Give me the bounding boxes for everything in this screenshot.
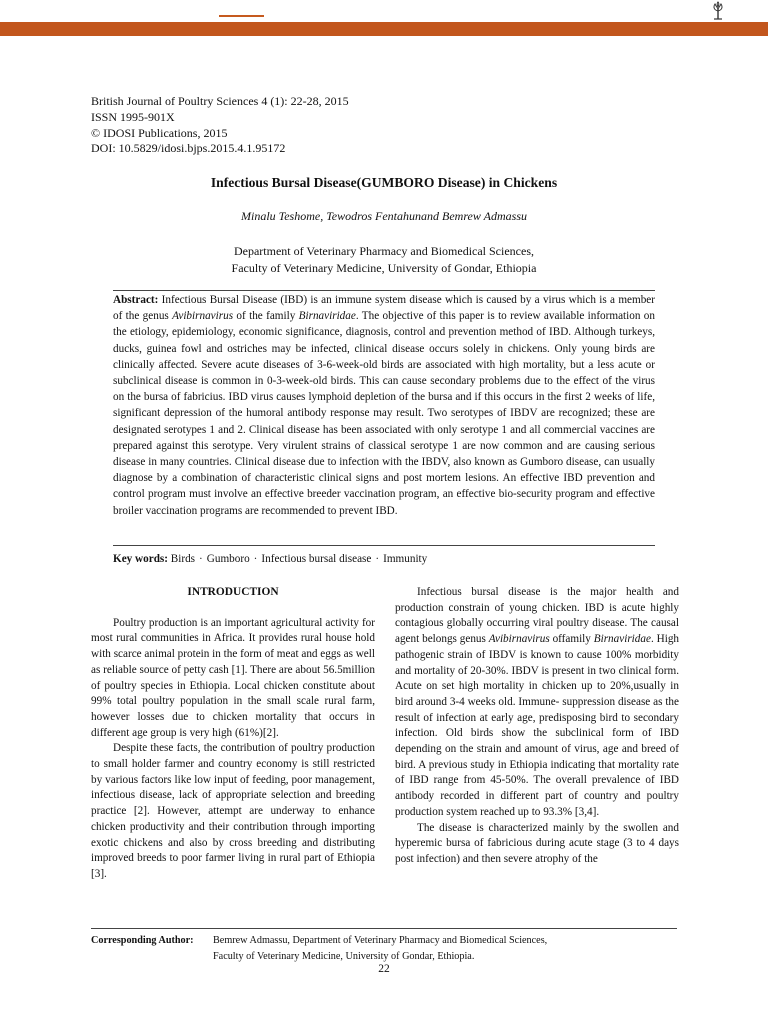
- corresponding-author: [91, 933, 547, 964]
- abstract-text-2: of the family: [233, 310, 299, 323]
- corresponding-label: Corresponding Author:: [91, 935, 194, 946]
- right-text-1: Infectious bursal disease is the major health and production constrain of young chicken. IBD is acute highly contagious globally occurring viral poultry disease. The causal agent belongs genus: [395, 586, 679, 646]
- keyword: Birds: [170, 553, 196, 565]
- publication-meta: [91, 94, 349, 157]
- keyword-separator: ·: [253, 553, 258, 565]
- abstract-family: Birnaviridae: [298, 310, 356, 323]
- right-paragraph-1: [395, 585, 679, 821]
- corresponding-line-2: Faculty of Veterinary Medicine, University of Gondar, Ethiopia.: [213, 950, 475, 962]
- abstract-bottom-rule: [113, 545, 655, 546]
- right-genus: Avibirnavirus: [488, 633, 550, 646]
- section-heading-introduction: INTRODUCTION: [187, 586, 279, 598]
- keywords-label: Key words:: [113, 553, 168, 565]
- right-family: Birnaviridae: [593, 633, 651, 646]
- keyword-separator: ·: [199, 553, 203, 565]
- top-link-underline[interactable]: [219, 15, 264, 17]
- abstract-label: Abstract:: [113, 294, 159, 306]
- keyword-separator: ·: [375, 553, 380, 565]
- journal-citation: British Journal of Poultry Sciences 4 (1): 22-28, 2015: [91, 94, 349, 108]
- abstract-top-rule: [113, 290, 655, 291]
- affiliation-line-2: Faculty of Veterinary Medicine, University of Gondar, Ethiopia: [231, 261, 537, 275]
- keyword: Immunity: [383, 553, 428, 565]
- abstract-text-1: Infectious Bursal Disease (IBD) is an immune system disease which is caused by a virus which is a member of the genus: [113, 294, 655, 323]
- affiliation: [0, 243, 768, 277]
- authors: Minalu Teshome, Tewodros Fentahunand Bemrew Admassu: [240, 209, 527, 223]
- intro-paragraph-2: Despite these facts, the contribution of poultry production to small holder farmer and country economy is still restricted by various factors like low input of feeding, poor management, infectious disease, lack of appropriate selection and breeding practice [2]. However, attempt are underway to enhance chicken productivity and their contribution through importing exotic chickens and also by cross breeding and distributing improved breeds to poor farmer living in rural part of Ethiopia [3].: [91, 742, 375, 880]
- affiliation-line-1: Department of Veterinary Pharmacy and Biomedical Sciences,: [233, 244, 534, 258]
- top-bar: [0, 0, 768, 22]
- right-text-3: . High pathogenic strain of IBDV is known to cause 100% morbidity and mortality of 20-30%. IBDV is present in two clinical form. Acute on set high mortality in chicken up to 20%,usually in bird around 3-4 weeks old. Immune- suppression disease as the result of infection at early age, predisposing bird to secondary infection. Old birds show the subclinical form of IBD depending on the strain and amount of virus, age and breed of bird. A previous study in Ethiopia indicating that mortality rate of IBD range from 45-50%. The overall prevalence of IBD antibody recorded in different part of country and poultry production system reached up to 93.3% [3,4].: [395, 633, 679, 818]
- copyright: © IDOSI Publications, 2015: [91, 125, 228, 140]
- right-text-2: offamily: [549, 633, 594, 646]
- doi[interactable]: DOI: 10.5829/idosi.bjps.2015.4.1.95172: [91, 141, 286, 156]
- keyword: Infectious bursal disease: [261, 553, 372, 565]
- tree-logo-icon: [707, 1, 729, 21]
- footer-rule: [91, 928, 677, 929]
- issn: ISSN 1995-901X: [91, 109, 175, 124]
- header-band: [0, 22, 768, 36]
- right-paragraph-2: The disease is characterized mainly by the swollen and hyperemic bursa of fabricious during acute stage (3 to 4 days post infection) and then severe atrophy of the: [395, 821, 679, 865]
- intro-paragraph-1: Poultry production is an important agricultural activity for most rural communities in Africa. It provides rural house hold with scarce animal protein in the form of meat and eggs as well as reliable source of petty cash [1]. There are about 56.5million of poultry species in Ethiopia. Local chicken constitute about 99% total poultry population in the small scale rural farm, however losses due to chicken mortality that occurs in different age group is very high (61%)[2].: [91, 616, 375, 739]
- abstract-text-3: . The objective of this paper is to review available information on the etiology, epidemiology, economic significance, diagnosis, control and prevention method of IBD. Although turkeys, ducks, guinea fowl and ostriches may be infected, clinical disease occurs solely in chickens. Only young birds are clinically affected. Severe acute diseases of 3-6-week-old birds are associated with high mortality, but a less acute or subclinical disease is common in 0-3-week-old birds. This can cause secondary problems due to the effect of the virus on the bursa of fabricius. IBD virus causes lymphoid depletion of the bursa and if this occurs in the first 2 weeks of life, significant depression of the humoral antibody response may result. Two serotypes of IBDV are recognized; these are designated serotypes 1 and 2. Clinical disease has been associated with only serotype 1 and all commercial vaccines are prepared against this serotype. Very virulent strains of classical serotype 1 are now common and are causing serious disease in many countries. Clinical disease due to infection with the IBDV, also known as Gumboro disease, can usually diagnose by a combination of characteristic clinical signs and post mortem lesions. An effective IBD prevention and control program must involve an effective breeder vaccination program, an effective bio-security program and effective broiler vaccination programs are recommended to prevent IBD.: [113, 310, 655, 517]
- abstract-genus: Avibirnavirus: [172, 310, 234, 323]
- paper-title: Infectious Bursal Disease(GUMBORO Disease) in Chickens: [210, 175, 558, 190]
- corresponding-line-1: Bemrew Admassu, Department of Veterinary Pharmacy and Biomedical Sciences,: [213, 935, 548, 946]
- keyword: Gumboro: [206, 553, 250, 565]
- left-column: [91, 585, 375, 883]
- right-column: [395, 585, 679, 868]
- keywords: [113, 553, 427, 565]
- abstract: [113, 292, 655, 519]
- page-number: 22: [378, 963, 390, 975]
